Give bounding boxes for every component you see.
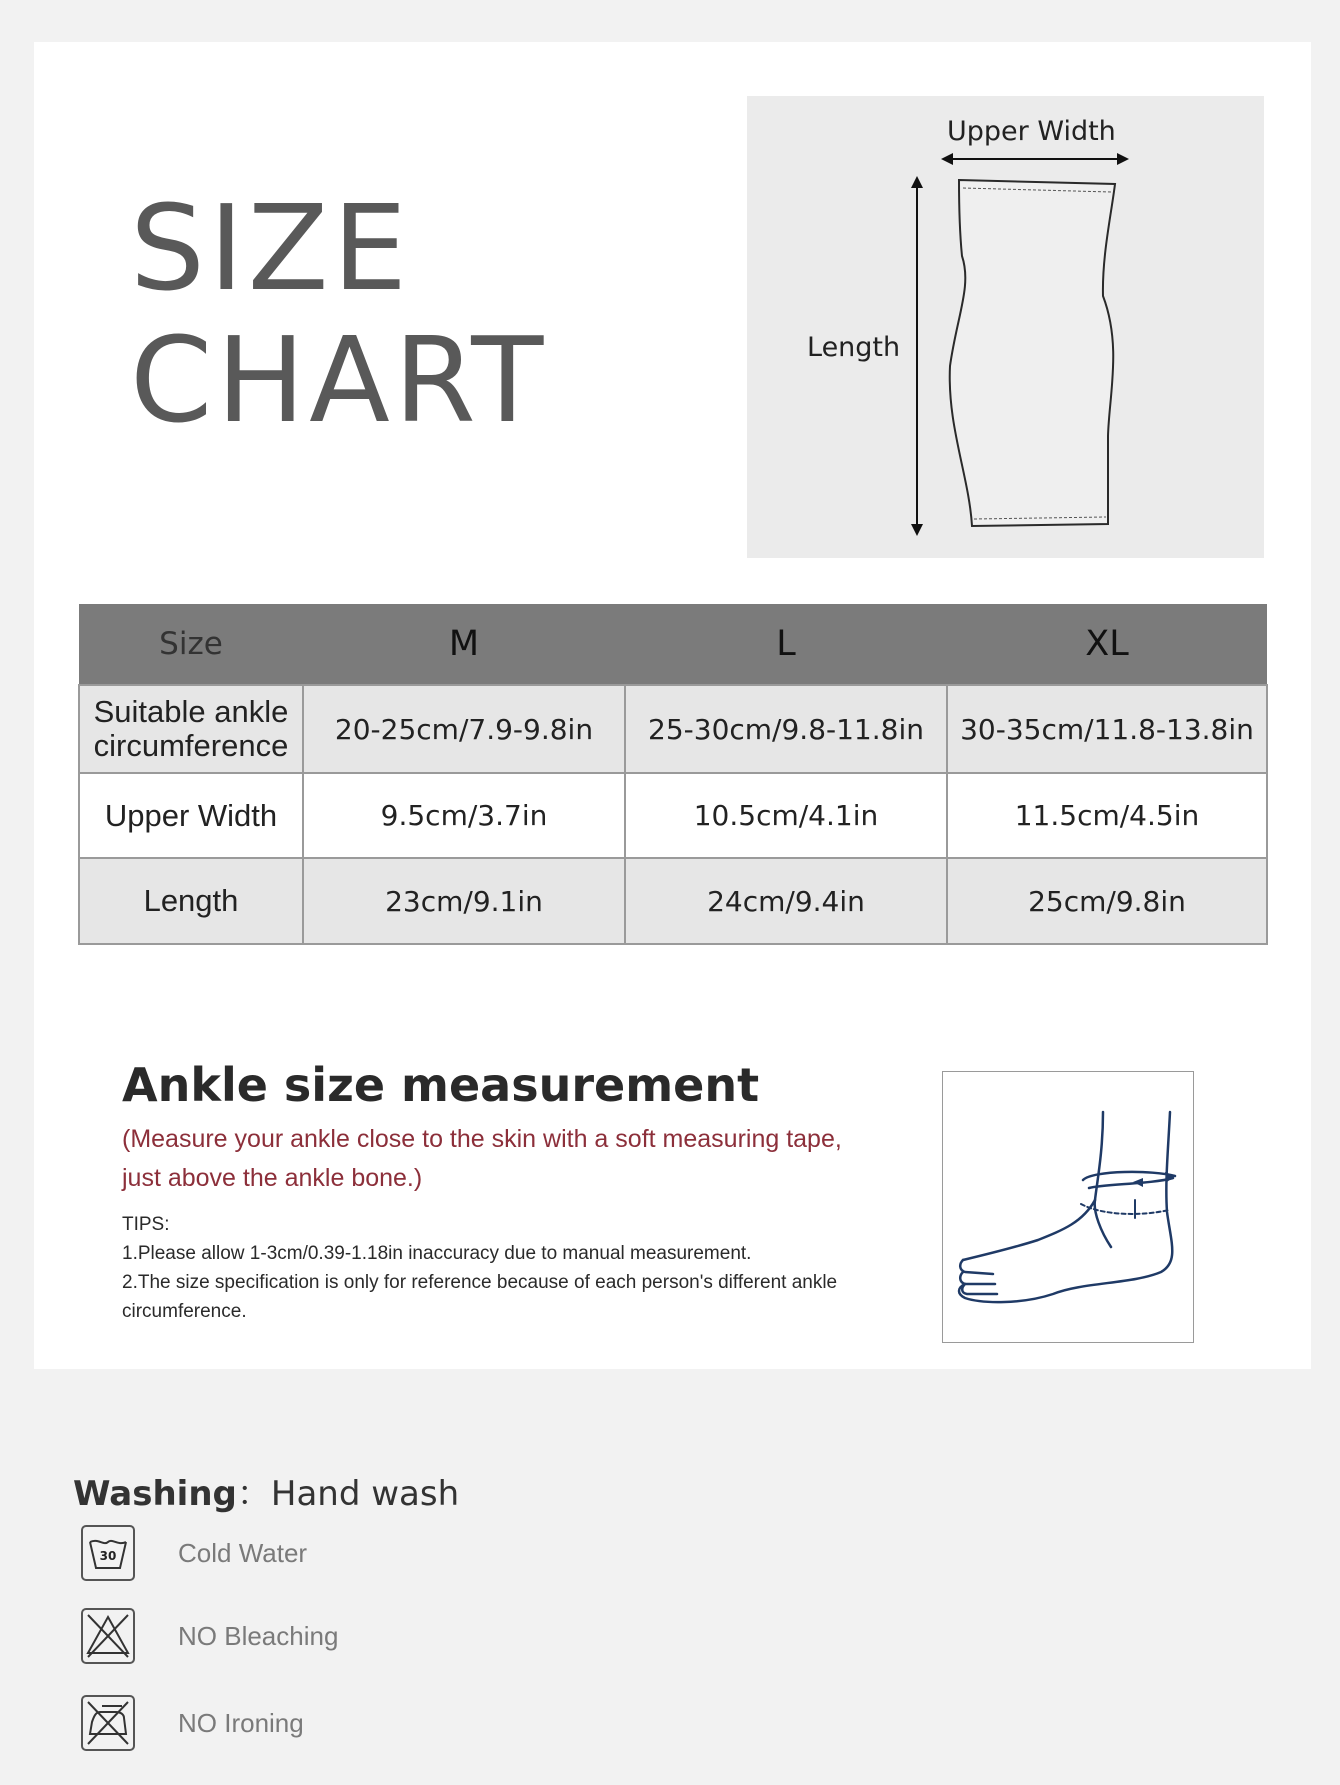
column-header-m: M (303, 604, 625, 685)
tips-block (122, 1210, 842, 1326)
sleeve-diagram (747, 96, 1264, 558)
upper-width-label: Upper Width (947, 116, 1116, 147)
table-row (79, 773, 1267, 858)
washing-heading (73, 1466, 459, 1515)
column-header-l: L (625, 604, 947, 685)
no-ironing-icon (80, 1694, 136, 1752)
size-table-header (79, 604, 1267, 685)
care-item-text: Cold Water (178, 1538, 308, 1568)
no-bleaching-icon (80, 1607, 136, 1665)
table-cell: 24cm/9.4in (625, 858, 947, 944)
table-cell: 20-25cm/7.9-9.8in (303, 685, 625, 773)
table-cell: 30-35cm/11.8-13.8in (947, 685, 1267, 773)
table-cell: 23cm/9.1in (303, 858, 625, 944)
title-line-1: SIZE (130, 179, 412, 317)
care-item-text: NO Bleaching (178, 1621, 339, 1651)
row-label: Suitable ankle circumference (79, 685, 303, 773)
washing-separator: ： (236, 1474, 271, 1514)
tip-2: 2.The size specification is only for reference because of each person's different ankle circumference. (122, 1272, 838, 1322)
table-row (79, 685, 1267, 773)
care-item-text: NO Ironing (178, 1708, 304, 1738)
foot-icon (943, 1072, 1193, 1342)
size-chart-card (34, 42, 1311, 1369)
ankle-measurement-illustration (942, 1071, 1194, 1343)
length-label: Length (807, 332, 901, 363)
table-cell: 10.5cm/4.1in (625, 773, 947, 858)
table-cell: 9.5cm/3.7in (303, 773, 625, 858)
washing-value: Hand wash (270, 1474, 460, 1514)
sleeve-illustration (747, 96, 1264, 558)
cold-water-30-icon (80, 1524, 136, 1582)
ankle-measurement-title: Ankle size measurement (122, 1058, 760, 1112)
ankle-measurement-note: (Measure your ankle close to the skin with a soft measuring tape, just above the ankle bone.) (122, 1125, 842, 1192)
table-cell: 11.5cm/4.5in (947, 773, 1267, 858)
size-table (78, 604, 1268, 945)
tips-heading: TIPS: (122, 1214, 170, 1235)
cold-water-temp: 30 (99, 1549, 117, 1563)
row-label: Length (79, 858, 303, 944)
washing-label: Washing (73, 1474, 237, 1514)
column-header-size: Size (79, 604, 303, 685)
column-header-xl: XL (947, 604, 1267, 685)
table-row (79, 858, 1267, 944)
tip-1: 1.Please allow 1-3cm/0.39-1.18in inaccuracy due to manual measurement. (122, 1243, 752, 1264)
table-cell: 25-30cm/9.8-11.8in (625, 685, 947, 773)
page-title (130, 179, 548, 449)
title-line-2: CHART (130, 311, 548, 449)
row-label: Upper Width (79, 773, 303, 858)
table-cell: 25cm/9.8in (947, 858, 1267, 944)
